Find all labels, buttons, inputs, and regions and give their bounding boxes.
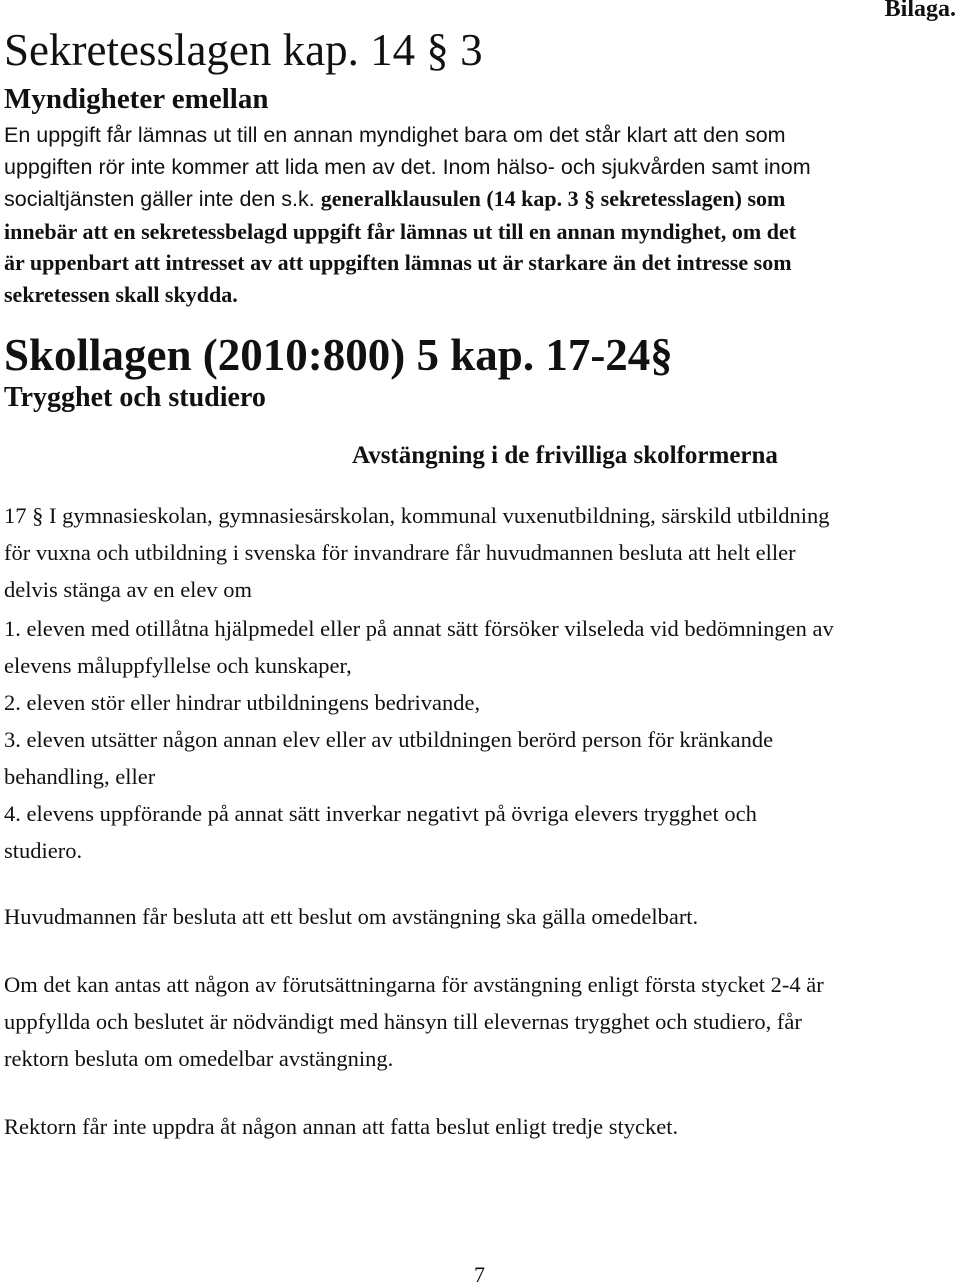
list-item: 1. eleven med otillåtna hjälpmedel eller på annat sätt försöker vilseleda vid bedömningen av (4, 616, 834, 641)
bold-text-line: sekretessen skall skydda. (4, 281, 238, 307)
text-line: Rektorn får inte uppdra åt någon annan att fatta beslut enligt tredje stycket. (4, 1114, 679, 1139)
page-number: 7 (474, 1262, 485, 1287)
text-segment: socialtjänsten gäller inte den s.k. (4, 187, 321, 211)
section-subtitle-myndigheter: Myndigheter emellan (4, 83, 269, 115)
list-item: 4. elevens uppförande på annat sätt inverkar negativt på övriga elevers trygghet och (4, 801, 757, 826)
text-line: delvis stänga av en elev om (4, 577, 253, 602)
paragraph-rektorn (4, 1108, 678, 1145)
section-heading-avstangning: Avstängning i de frivilliga skolformerna (352, 442, 778, 469)
text-line: En uppgift får lämnas ut till en annan myndighet bara om det står klart att den som (4, 123, 786, 147)
list-item-continuation: behandling, eller (4, 764, 156, 789)
text-line: Huvudmannen får besluta att ett beslut om avstängning ska gälla omedelbart. (4, 904, 699, 929)
sekretess-paragraph (4, 120, 954, 310)
text-line: 17 § I gymnasieskolan, gymnasiesärskolan, kommunal vuxenutbildning, särskild utbildning (4, 503, 830, 528)
list-item: 2. eleven stör eller hindrar utbildningens bedrivande, (4, 690, 481, 715)
list-item-continuation: studiero. (4, 838, 83, 863)
text-line: rektorn besluta om omedelbar avstängning. (4, 1046, 394, 1071)
bold-text-line: innebär att en sekretessbelagd uppgift får lämnas ut till en annan myndighet, om det (4, 218, 797, 244)
attachment-label: Bilaga. (884, 0, 956, 22)
section-title-sekretesslagen: Sekretesslagen kap. 14 § 3 (4, 25, 483, 75)
text-line: Om det kan antas att någon av förutsättningarna för avstängning enligt första stycket 2-4 är (4, 972, 824, 997)
section-subtitle-trygghet: Trygghet och studiero (4, 382, 266, 413)
list-item: 3. eleven utsätter någon annan elev eller av utbildningen berörd person för kränkande (4, 727, 774, 752)
list-item-continuation: elevens måluppfyllelse och kunskaper, (4, 653, 352, 678)
text-line: för vuxna och utbildning i svenska för invandrare får huvudmannen besluta att helt eller (4, 540, 796, 565)
bold-text-segment: generalklausulen (14 kap. 3 § sekretesslagen) som (320, 186, 786, 211)
paragraph-om-det-kan-antas (4, 966, 824, 1077)
bold-text-line: är uppenbart att intresset av att uppgiften lämnas ut är starkare än det intresse som (4, 250, 792, 275)
numbered-list (4, 610, 834, 869)
text-line-mixed (4, 183, 954, 216)
section-title-skollagen: Skollagen (2010:800) 5 kap. 17-24§ (4, 330, 673, 380)
text-line: uppfyllda och beslutet är nödvändigt med hänsyn till elevernas trygghet och studiero, får (4, 1009, 802, 1034)
paragraph-17 (4, 497, 830, 608)
paragraph-huvudmannen (4, 898, 698, 935)
text-line: uppgiften rör inte kommer att lida men av det. Inom hälso- och sjukvården samt inom (4, 154, 811, 179)
